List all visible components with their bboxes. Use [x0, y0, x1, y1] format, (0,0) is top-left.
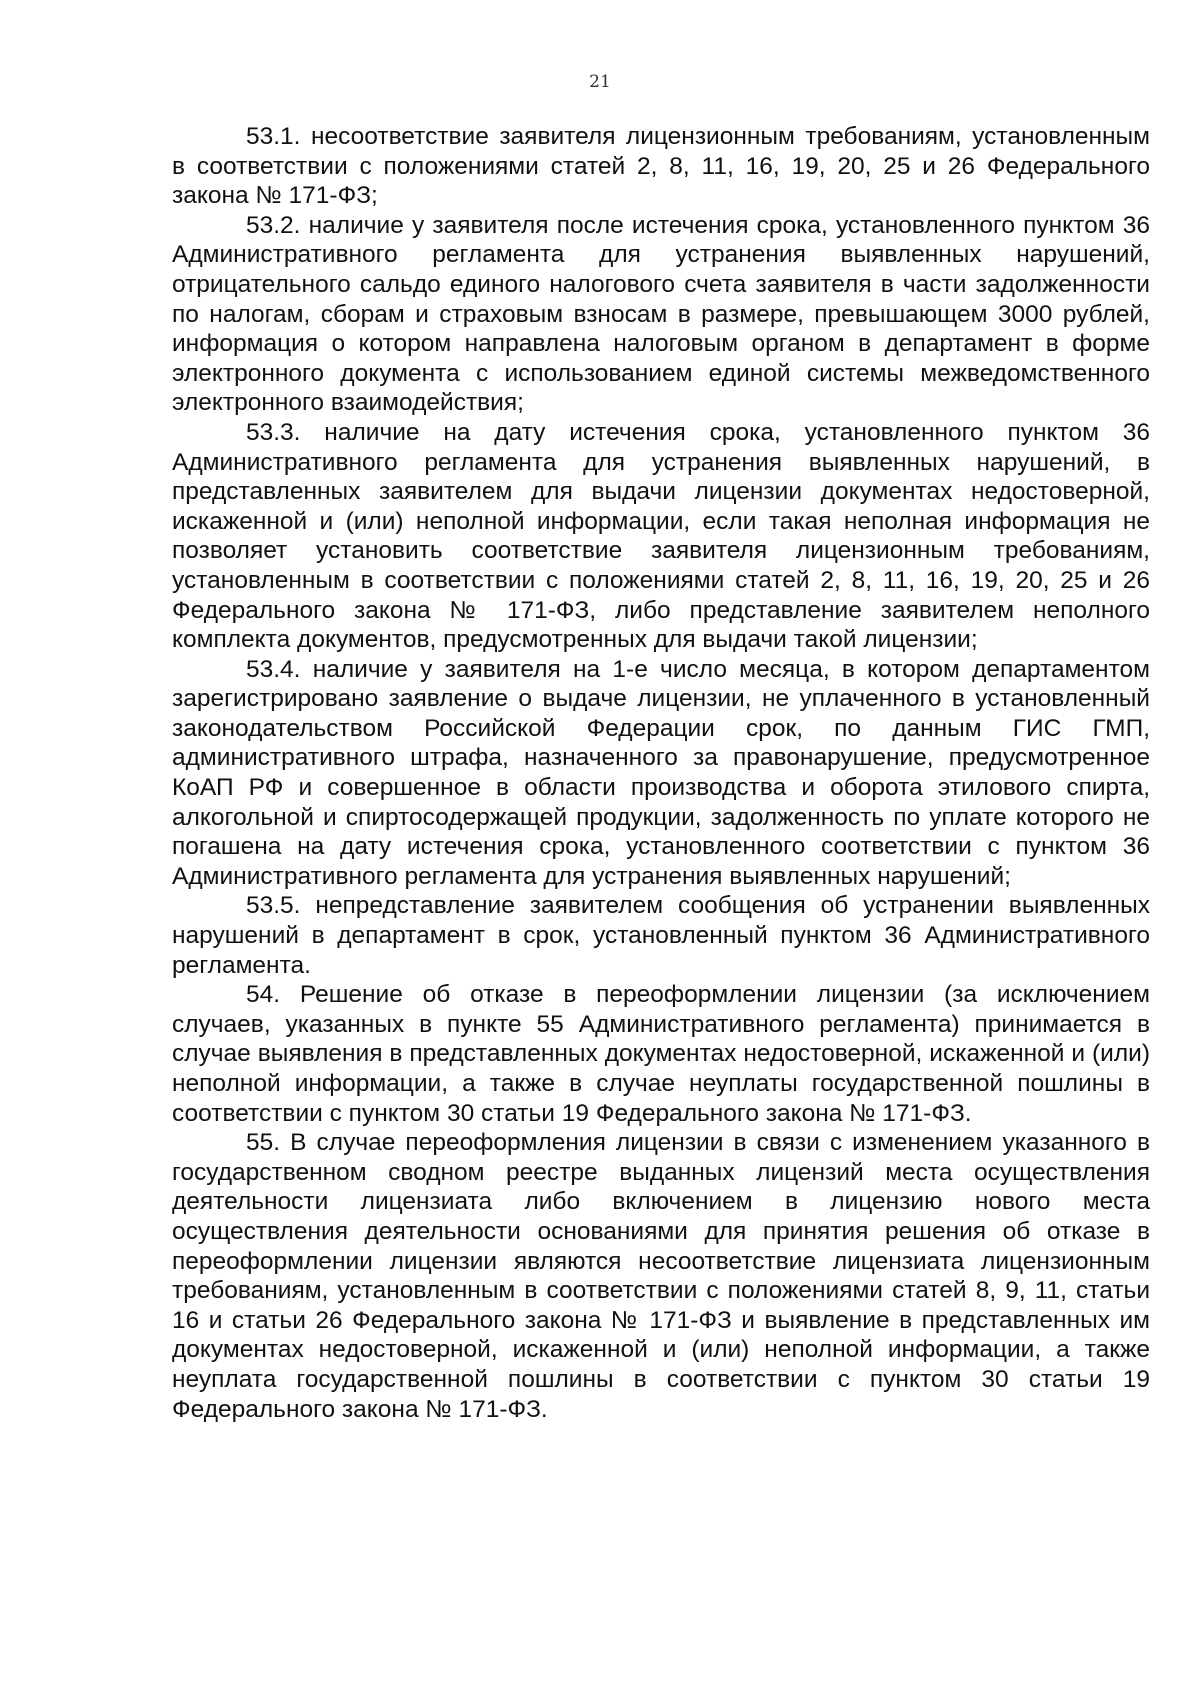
paragraph-53-2: 53.2. наличие у заявителя после истечения срока, установленного пунктом 36 Административного регламента для устранения выявленных нарушений, отрицательного сальдо единого налогового счета заявителя в части задолженности по налогам, сборам и страховым взносам в размере, превышающем 3000 рублей, информация о котором направлена налоговым органом в департамент в форме электронного документа с использованием единой системы межведомственного электронного взаимодействия; — [172, 211, 1150, 417]
paragraph-54: 54. Решение об отказе в переоформлении лицензии (за исключением случаев, указанных в пункте 55 Административного регламента) принимается в случае выявления в представленных документах недостоверной, искаженной и (или) неполной информации, а также в случае неуплаты государственной пошлины в соответствии с пунктом 30 статьи 19 Федерального закона № 171-ФЗ. — [172, 981, 1150, 1127]
paragraph-53-1: 53.1. несоответствие заявителя лицензионным требованиям, установленным в соответствии с положениями статей 2, 8, 11, 16, 19, 20, 25 и 26 Федерального закона № 171-ФЗ; — [172, 123, 1150, 210]
paragraph-53-5: 53.5. непредставление заявителем сообщения об устранении выявленных нарушений в департамент в срок, установленный пунктом 36 Административного регламента. — [172, 892, 1150, 979]
paragraph-55: 55. В случае переоформления лицензии в связи с изменением указанного в государственном сводном реестре выданных лицензий места осуществления деятельности лицензиата либо включением в лицензию нового места осуществления деятельности основаниями для принятия решения об отказе в переоформлении лицензии являются несоответствие лицензиата лицензионным требованиям, установленным в соответствии с положениями статей 8, 9, 11, статьи 16 и статьи 26 Федерального закона № 171-ФЗ и выявление в представленных им документах недостоверной, искаженной и (или) неполной информации, а также неуплата государственной пошлины в соответствии с пунктом 30 статьи 19 Федерального закона № 171-ФЗ. — [172, 1129, 1150, 1423]
page-number: 21 — [589, 72, 611, 92]
paragraph-53-4: 53.4. наличие у заявителя на 1-е число месяца, в котором департаментом зарегистрировано заявление о выдаче лицензии, не уплаченного в установленный законодательством Российской Федерации срок, по данным ГИС ГМП, административного штрафа, назначенного за правонарушение, предусмотренное КоАП РФ и совершенное в области производства и оборота этилового спирта, алкогольной и спиртосодержащей продукции, задолженность по уплате которого не погашена на дату истечения срока, установленного соответствии с пунктом 36 Административного регламента для устранения выявленных нарушений; — [172, 655, 1150, 890]
document-body — [172, 122, 1150, 1424]
paragraph-53-3: 53.3. наличие на дату истечения срока, установленного пунктом 36 Административного регламента для устранения выявленных нарушений, в представленных заявителем для выдачи лицензии документах недостоверной, искаженной и (или) неполной информации, если такая неполная информация не позволяет установить соответствие заявителя лицензионным требованиям, установленным в соответствии с положениями статей 2, 8, 11, 16, 19, 20, 25 и 26 Федерального закона № 171-ФЗ, либо представление заявителем неполного комплекта документов, предусмотренных для выдачи такой лицензии; — [172, 418, 1150, 654]
